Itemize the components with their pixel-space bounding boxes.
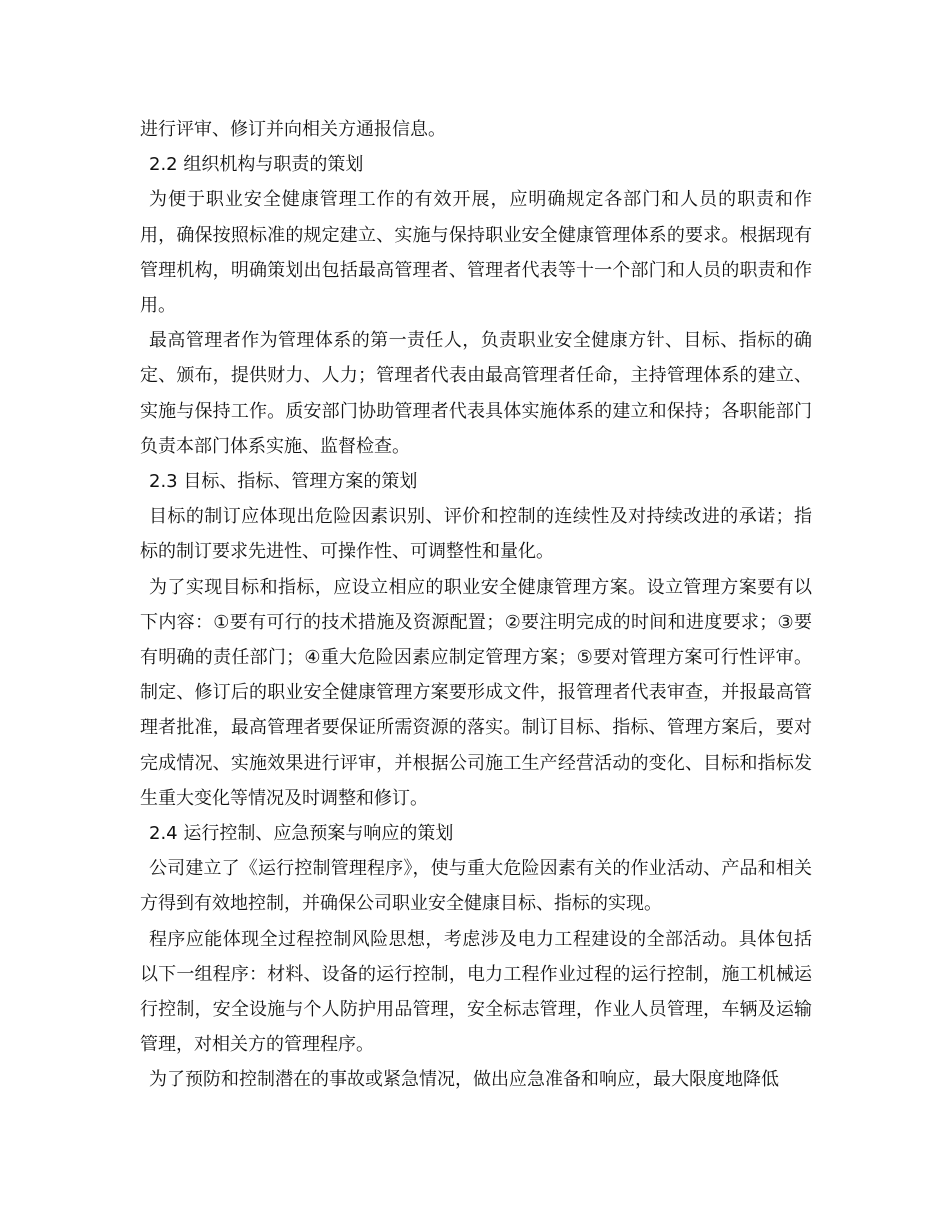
paragraph: 程序应能体现全过程控制风险思想，考虑涉及电力工程建设的全部活动。具体包括以下一组程序：材料、设备的运行控制，电力工程作业过程的运行控制，施工机械运行控制，安全设施与个人防护用品管理，安全标志管理，作业人员管理，车辆及运输管理，对相关方的管理程序。 <box>140 928 812 1056</box>
paragraph: 为便于职业安全健康管理工作的有效开展，应明确规定各部门和人员的职责和作用，确保按照标准的规定建立、实施与保持职业安全健康管理体系的要求。根据现有管理机构，明确策划出包括最高管理者、管理者代表等十一个部门和人员的职责和作用。 <box>140 189 812 317</box>
paragraph-continuation: 进行评审、修订并向相关方通报信息。 <box>140 119 446 140</box>
paragraph: 公司建立了《运行控制管理程序》，使与重大危险因素有关的作业活动、产品和相关方得到有效地控制，并确保公司职业安全健康目标、指标的实现。 <box>140 858 812 915</box>
document-body <box>140 112 812 1098</box>
paragraph: 最高管理者作为管理体系的第一责任人，负责职业安全健康方针、目标、指标的确定、颁布，提供财力、人力；管理者代表由最高管理者任命，主持管理体系的建立、实施与保持工作。质安部门协助管理者代表具体实施体系的建立和保持；各职能部门负责本部门体系实施、监督检查。 <box>140 330 812 457</box>
section-heading-2-4: 2.4 运行控制、应急预案与响应的策划 <box>149 823 454 845</box>
section-heading-2-2: 2.2 组织机构与职责的策划 <box>149 154 364 176</box>
paragraph: 为了预防和控制潜在的事故或紧急情况，做出应急准备和响应，最大限度地降低 <box>149 1069 779 1091</box>
section-heading-2-3: 2.3 目标、指标、管理方案的策划 <box>149 471 418 493</box>
paragraph: 目标的制订应体现出危险因素识别、评价和控制的连续性及对持续改进的承诺；指标的制订要求先进性、可操作性、可调整性和量化。 <box>140 506 812 563</box>
paragraph: 为了实现目标和指标，应设立相应的职业安全健康管理方案。设立管理方案要有以下内容：①要有可行的技术措施及资源配置；②要注明完成的时间和进度要求；③要有明确的责任部门；④重大危险因素应制定管理方案；⑤要对管理方案可行性评审。制定、修订后的职业安全健康管理方案要形成文件，报管理者代表审查，并报最高管理者批准，最高管理者要保证所需资源的落实。制订目标、指标、管理方案后，要对完成情况、实施效果进行评审，并根据公司施工生产经营活动的变化、目标和指标发生重大变化等情况及时调整和修订。 <box>140 576 812 809</box>
